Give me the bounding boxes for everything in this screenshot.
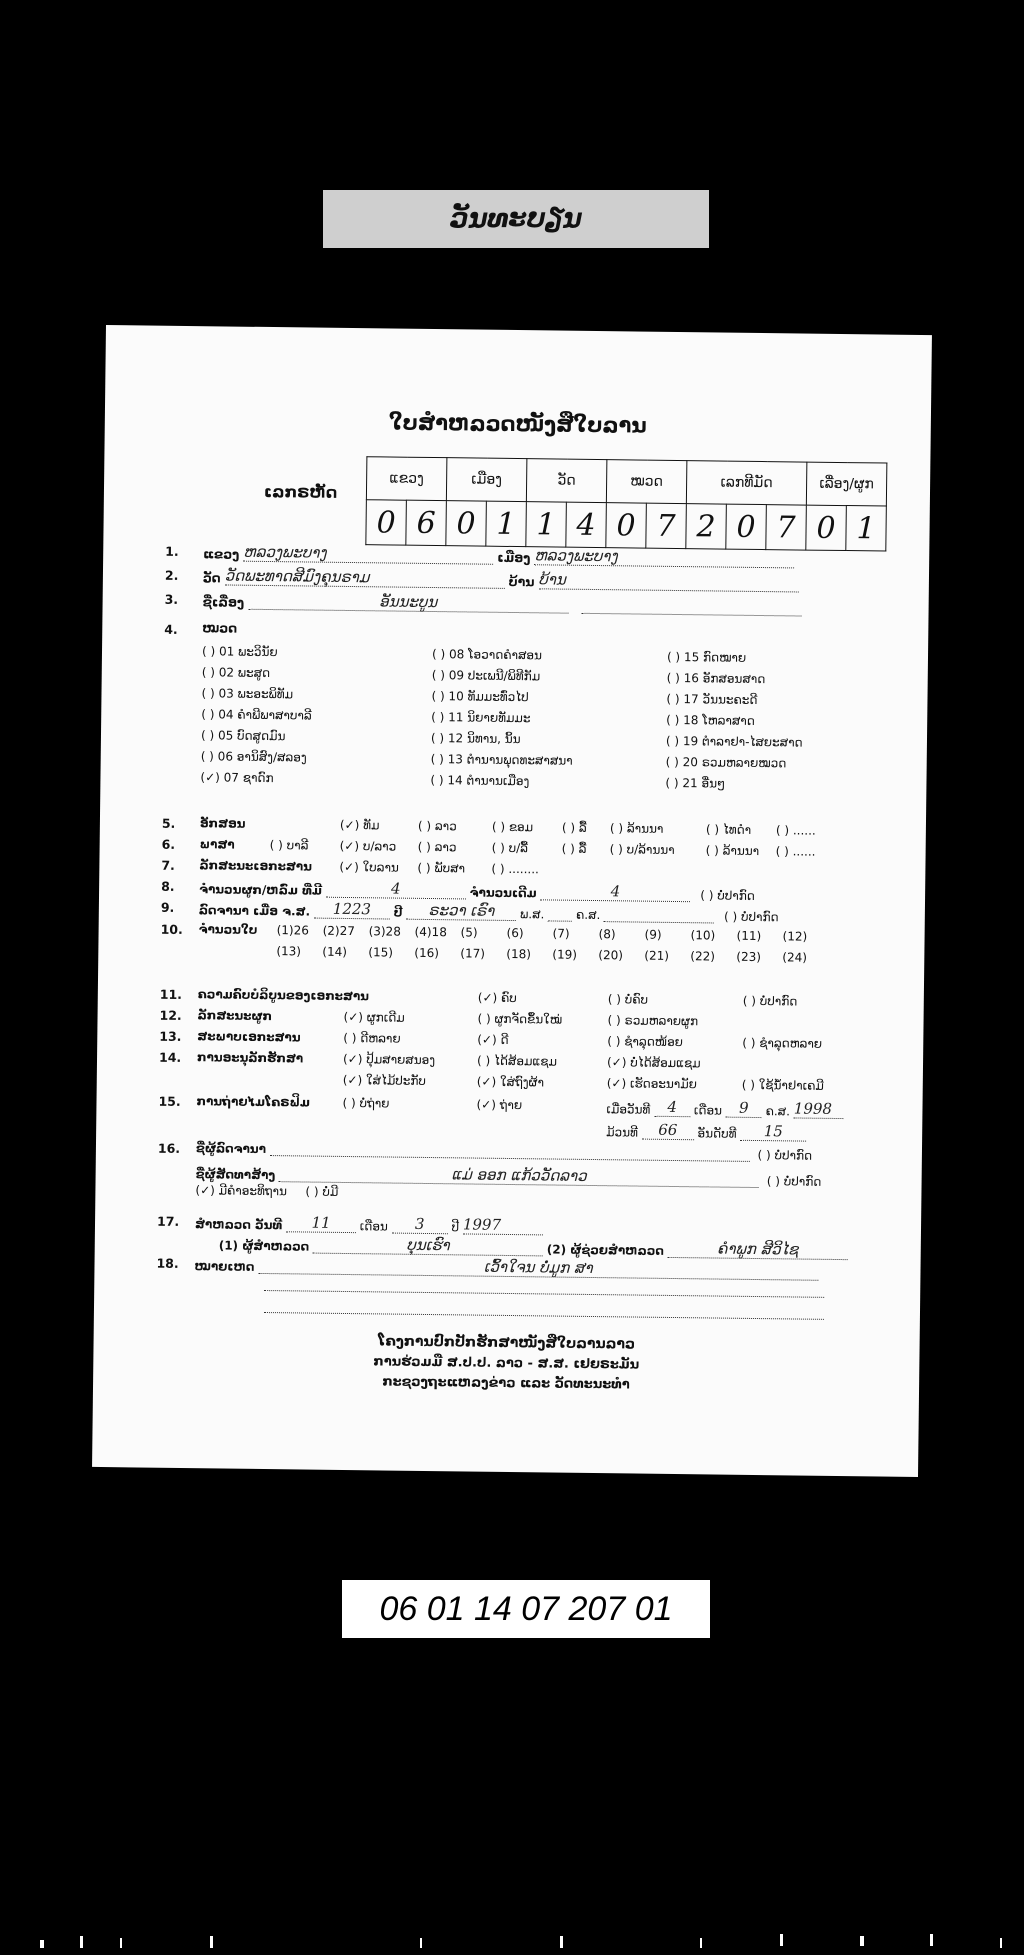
survey-date-label: ສຳຫລວດ ວັນທີ xyxy=(194,1217,283,1233)
doc-type-label: ລັກສະນະເອກະສານ xyxy=(199,858,313,874)
category-option: ( ) 11 ນິຍາຍທັມມະ xyxy=(431,710,531,726)
code-digit: 1 xyxy=(526,502,567,547)
footer-ministry: ກະຊວງຖະແຫລງຂ່າວ ແລະ ວັດທະນະທຳ xyxy=(382,1374,630,1393)
scan-mark xyxy=(80,1936,83,1948)
leaf-count-cell: (18) xyxy=(506,946,532,962)
script-option: ( ) ໄທດຳ xyxy=(705,822,752,837)
field-1-number: 1. xyxy=(165,543,179,559)
condition-option: ( ) ຊຳລຸດໜ້ອຍ xyxy=(607,1034,684,1050)
row-17-number: 17. xyxy=(156,1213,180,1229)
condition-option: ( ) ຊຳລຸດຫລາຍ xyxy=(742,1035,823,1051)
field-3-number: 3. xyxy=(164,591,179,607)
leaf-count-cell: (23) xyxy=(736,949,762,965)
script-option-checked: (✓) ທັມ xyxy=(339,817,380,833)
code-digit: 6 xyxy=(406,500,447,545)
category-option: ( ) 03 ພະອະພິທັມ xyxy=(201,686,294,702)
leaf-count-cell: (22) xyxy=(690,949,716,964)
category-option: ( ) 02 ພະສູດ xyxy=(201,665,271,681)
category-option: ( ) 19 ຕຳລາຢາ-ໄສຍະສາດ xyxy=(665,733,803,750)
original-count-label: ຈຳນວນເດີມ xyxy=(469,885,537,901)
leaf-count-cell: (16) xyxy=(414,945,440,961)
scan-mark xyxy=(700,1938,702,1948)
field-district-label: ເມືອງ xyxy=(497,549,531,566)
leaf-count-cell: (12) xyxy=(782,929,808,944)
leaf-count-cell: (13) xyxy=(276,944,302,959)
condition-label: ສະພາບເອກະສານ xyxy=(197,1029,301,1045)
field-province-value: ຫລວງພະບາງ xyxy=(243,542,327,562)
language-option: ( ) ...... xyxy=(775,844,816,859)
bundle-count-label: ຈຳນວນຜູກ/ຫລົ່ມ ທີ່ມີ xyxy=(199,882,323,898)
leaf-count-cell: (11) xyxy=(736,928,762,944)
surveyor-value: ບຸນເຮົາ xyxy=(406,1235,450,1255)
footer-cooperation: ການຮ່ວມມື ສ.ປ.ປ. ລາວ - ສ.ສ. ເຢຍຣະມັນ xyxy=(373,1354,640,1373)
code-digit: 0 xyxy=(366,500,407,545)
written-unknown-option: ( ) ບໍ່ປາກົດ xyxy=(723,909,779,925)
preservation-option-checked: (✓) ເຮັດອະນາມັຍ xyxy=(606,1076,698,1092)
bundle-count-value: 4 xyxy=(390,879,401,898)
field-temple-label: ວັດ xyxy=(202,570,221,586)
language-option: ( ) ບາລີ xyxy=(269,838,309,853)
scan-mark xyxy=(780,1934,783,1946)
category-option: ( ) 21 ອື່ນໆ xyxy=(665,775,726,791)
merit-option-checked: (✓) ມີຄຳອະທິຖານ xyxy=(195,1183,288,1199)
leaf-count-cell: (5) xyxy=(460,925,478,940)
leaf-count-cell: (8) xyxy=(598,927,616,942)
row-7-number: 7. xyxy=(161,857,175,873)
script-option: ( ) ລາວ xyxy=(417,818,457,834)
language-option-checked: (✓) ບ/ລາວ xyxy=(339,838,397,854)
form-title: ໃບສຳຫລວດໜັງສືໃບລານ xyxy=(388,410,647,438)
survey-day: 11 xyxy=(311,1213,331,1232)
microfilm-reel-label: ມ້ວນທີ xyxy=(606,1125,639,1140)
code-label: ເລກຣຫັດ xyxy=(263,481,338,502)
survey-form-sheet xyxy=(92,325,932,1477)
author-label: ຊື່ຜູ້ລົດຈານາ xyxy=(195,1141,267,1157)
preservation-option-checked: (✓) ປຸ້ມສາຍສນອງ xyxy=(342,1051,436,1068)
completeness-option: ( ) ບໍ່ປາກົດ xyxy=(742,993,798,1009)
survey-year: 1997 xyxy=(462,1215,502,1234)
language-option: ( ) ລື້ xyxy=(561,841,587,856)
remarks-value: ເວົ້າໃຈນ ບໍ່ມູກ ສາ xyxy=(483,1257,593,1278)
language-option: ( ) ບ/ລ້ານນາ xyxy=(609,842,675,857)
preservation-option-checked: (✓) ໃສ່ໄມ້ປະກັບ xyxy=(342,1072,427,1088)
code-header-bundle: ເລກທີມັດ xyxy=(686,461,807,505)
field-village-value: ບ້ານ xyxy=(538,570,566,589)
field-2-number: 2. xyxy=(164,567,179,583)
microfilm-order: 15 xyxy=(763,1122,784,1141)
author-unknown-option: ( ) ບໍ່ປາກົດ xyxy=(757,1148,813,1163)
category-option: ( ) 05 ບົດສູດມົນ xyxy=(200,728,286,744)
preservation-option-checked: (✓) ບໍ່ໄດ້ສ້ອມແຊມ xyxy=(606,1055,701,1071)
category-option: ( ) 10 ທັມມະທົ່ວໄປ xyxy=(431,689,529,705)
survey-month-label: ເດືອນ xyxy=(359,1219,388,1234)
header-strip: ວັນທະບຽນ xyxy=(323,190,709,248)
bundle-type-option: ( ) ຣວມຫລາຍຜູກ xyxy=(607,1013,699,1029)
leaf-count-cell: (21) xyxy=(644,948,670,963)
field-district-value: ຫລວງພະບາງ xyxy=(534,546,618,566)
merit-option: ( ) ບໍ່ມີ xyxy=(305,1184,339,1199)
original-count-value: 4 xyxy=(610,882,621,901)
remarks-label: ໝາຍເຫດ xyxy=(194,1259,255,1274)
leaf-count-cell: (14) xyxy=(322,944,348,959)
language-option: ( ) ລ້ານນາ xyxy=(705,843,760,859)
doc-type-option: ( ) ພັບສາ xyxy=(417,860,466,876)
language-option: ( ) ບ/ລື້ xyxy=(491,840,529,856)
category-option: ( ) 17 ວັນນະຄະດີ xyxy=(666,691,758,707)
category-option: ( ) 09 ປະເພນີ/ພິທີກັມ xyxy=(431,668,541,684)
field-temple-value: ວັດພະທາດສີມົງຄຸນຣາມ xyxy=(224,566,370,587)
category-option: ( ) 08 ໂອວາດຄຳສອນ xyxy=(431,647,543,663)
scan-mark xyxy=(120,1938,122,1948)
bundle-type-option: ( ) ຜູກຈັດຂຶ້ນໃໝ່ xyxy=(477,1011,563,1027)
code-digit: 0 xyxy=(726,504,767,549)
scan-mark xyxy=(1000,1938,1002,1948)
sponsor-value: ແມ່ ອອກ ແກ້ວວັດລາວ xyxy=(451,1165,587,1185)
scan-mark xyxy=(40,1940,44,1948)
category-option: ( ) 16 ອັກສອນສາດ xyxy=(666,670,766,687)
preservation-option-checked: (✓) ໃສ່ຖົງຜ້າ xyxy=(476,1074,545,1090)
microfilm-option-checked: (✓) ຖ່າຍ xyxy=(476,1097,523,1113)
leaf-count-cell: (7) xyxy=(552,926,570,941)
remarks-line xyxy=(264,1312,824,1320)
script-option: ( ) ລ້ານນາ xyxy=(609,821,664,836)
written-ce-label: ຄ.ສ. xyxy=(575,907,601,923)
microfilm-day: 4 xyxy=(667,1097,678,1117)
leaf-count-cell: (4)18 xyxy=(414,924,447,940)
code-digit: 1 xyxy=(486,501,527,546)
leaf-count-cell: (3)28 xyxy=(368,924,401,939)
code-digit: 4 xyxy=(566,502,607,547)
category-option: ( ) 15 ກົດໝາຍ xyxy=(666,649,747,665)
row-14-number: 14. xyxy=(158,1049,182,1065)
script-option: ( ) ...... xyxy=(775,823,816,838)
field-village-label: ບ້ານ xyxy=(508,573,535,590)
row-18-number: 18. xyxy=(156,1255,179,1271)
script-option: ( ) ລື້ xyxy=(561,820,587,835)
code-digit: 0 xyxy=(446,501,487,546)
language-label: ພາສາ xyxy=(199,837,235,852)
written-year-value: ຣະວາ ເຣົາ xyxy=(428,900,495,920)
scan-mark xyxy=(210,1936,213,1948)
script-label: ອັກສອນ xyxy=(199,816,246,831)
code-header-story: ເລື່ອງ/ຜູກ xyxy=(806,462,887,506)
category-label: ໝວດ xyxy=(202,620,238,636)
written-be-label: ພ.ສ. xyxy=(520,907,545,922)
field-4-number: 4. xyxy=(164,621,178,637)
row-12-number: 12. xyxy=(159,1007,182,1023)
category-option: ( ) 04 ຄຳພີພາສາບາລີ xyxy=(201,707,312,723)
condition-option: ( ) ດີຫລາຍ xyxy=(343,1030,401,1046)
survey-year-label: ປີ xyxy=(451,1220,460,1235)
code-digit: 0 xyxy=(806,505,847,550)
scan-mark xyxy=(860,1936,864,1946)
completeness-option-checked: (✓) ຄົບ xyxy=(477,990,517,1006)
row-13-number: 13. xyxy=(159,1028,182,1044)
category-option: ( ) 18 ໂຫລາສາດ xyxy=(666,712,755,728)
microfilm-label: ການຖ່າຍໄມໂຄຣຟິມ xyxy=(196,1094,311,1110)
leaf-count-cell: (15) xyxy=(368,945,394,960)
bundle-type-label: ລັກສະນະຜູກ xyxy=(197,1008,273,1024)
surveyor-label: (1) ຜູ້ສຳຫລວດ xyxy=(218,1238,310,1254)
row-15-number: 15. xyxy=(158,1093,181,1109)
leaf-count-cell: (20) xyxy=(598,948,624,963)
code-digit: 1 xyxy=(846,506,887,551)
category-option-checked: (✓) 07 ຊາດົກ xyxy=(200,770,274,786)
code-table xyxy=(365,456,887,551)
leaf-count-cell: (24) xyxy=(782,950,808,965)
assistant-label: (2) ຜູ້ຊ່ວຍສຳຫລວດ xyxy=(546,1242,664,1258)
category-option: ( ) 01 ພະວິນັຍ xyxy=(201,644,278,660)
code-header-category: ໝວດ xyxy=(606,460,687,504)
row-8-number: 8. xyxy=(161,878,175,894)
script-option: ( ) ຂອມ xyxy=(491,819,534,835)
scan-mark xyxy=(560,1936,563,1948)
sponsor-label: ຊື່ຜູ້ສັດທາສ້າງ xyxy=(195,1167,276,1183)
doc-type-option-checked: (✓) ໃບລານ xyxy=(339,859,399,875)
row-5-number: 5. xyxy=(161,815,176,831)
condition-option-checked: (✓) ດີ xyxy=(477,1032,509,1047)
leaf-count-cell: (10) xyxy=(690,928,716,943)
bottom-code-label: 06 01 14 07 207 01 xyxy=(342,1580,710,1638)
written-date-cs-value: 1223 xyxy=(332,899,372,919)
category-option: ( ) 14 ຕຳນານເມືອງ xyxy=(430,772,530,789)
row-10-number: 10. xyxy=(160,921,183,937)
row-9-number: 9. xyxy=(160,899,175,915)
field-title-label: ຊື່ເລື່ອງ xyxy=(202,594,245,610)
code-header-province: ແຂວງ xyxy=(366,457,447,501)
code-digit: 2 xyxy=(686,504,727,549)
scan-mark xyxy=(420,1938,422,1948)
remarks-line xyxy=(264,1290,824,1298)
category-option: ( ) 13 ຕຳນານພຸດທະສາສນາ xyxy=(430,752,573,768)
row-11-number: 11. xyxy=(159,986,183,1002)
footer-project: ໂຄງການປົກປັກຮັກສາໜັງສືໃບລານລາວ xyxy=(378,1333,636,1353)
category-option: ( ) 20 ຣວມຫລາຍໝວດ xyxy=(665,754,787,771)
microfilm-year: 1998 xyxy=(793,1099,833,1118)
microfilm-month-label: ເດືອນ xyxy=(693,1103,723,1118)
preservation-label: ການອະນຸລັກຮັກສາ xyxy=(196,1050,304,1066)
preservation-option: ( ) ໃຊ້ນ້ຳຢາເຄມີ xyxy=(741,1077,824,1093)
microfilm-option: ( ) ບໍ່ຖ່າຍ xyxy=(342,1095,390,1111)
leaf-count-cell: (17) xyxy=(460,946,486,961)
written-year-label: ປີ xyxy=(393,905,403,920)
leaf-count-cell: (1)26 xyxy=(276,923,309,938)
leaf-count-cell: (19) xyxy=(552,947,578,962)
row-6-number: 6. xyxy=(161,836,176,852)
row-16-number: 16. xyxy=(157,1140,181,1156)
completeness-label: ຄວາມຄົບບໍລິບູນຂອງເອກະສານ xyxy=(197,987,370,1004)
written-date-label: ລົດຈານາ ເມື່ອ ຈ.ສ. xyxy=(198,903,311,919)
sponsor-unknown-option: ( ) ບໍ່ປາກົດ xyxy=(766,1174,822,1189)
completeness-option: ( ) ບໍ່ຄົບ xyxy=(607,992,649,1007)
leaf-count-label: ຈຳນວນໃບ xyxy=(198,922,258,937)
microfilm-order-label: ອັນດັບທີ xyxy=(697,1126,737,1141)
leaf-count-cell: (9) xyxy=(644,927,662,942)
preservation-option: ( ) ໄດ້ສ້ອມແຊມ xyxy=(476,1053,558,1069)
code-digit: 7 xyxy=(646,503,687,548)
doc-type-option: ( ) ........ xyxy=(491,861,539,877)
code-header-temple: ວັດ xyxy=(526,459,607,503)
leaf-count-cell: (6) xyxy=(506,925,524,941)
survey-month: 3 xyxy=(414,1214,425,1233)
microfilm-date-label: ເມື່ອວັນທີ xyxy=(606,1102,651,1117)
language-option: ( ) ລາວ xyxy=(417,839,457,855)
scan-mark xyxy=(930,1934,933,1946)
microfilm-reel: 66 xyxy=(658,1120,678,1140)
code-digit: 0 xyxy=(606,503,647,548)
field-title-value: ອັນນະບູນ xyxy=(379,592,438,612)
bundle-unknown-option: ( ) ບໍ່ປາກົດ xyxy=(700,888,755,903)
field-province-label: ແຂວງ xyxy=(203,546,240,562)
bundle-type-option-checked: (✓) ຜູກເດີມ xyxy=(343,1009,405,1025)
code-header-district: ເມືອງ xyxy=(446,458,527,502)
microfilm-month: 9 xyxy=(738,1098,749,1117)
code-digit: 7 xyxy=(766,505,807,550)
leaf-count-cell: (2)27 xyxy=(322,923,355,939)
category-option: ( ) 06 ອານິສົງ/ສລອງ xyxy=(200,749,307,765)
assistant-value: ຄຳພູກ ສີວິໄຊ xyxy=(716,1239,799,1259)
microfilm-year-label: ຄ.ສ. xyxy=(765,1104,791,1119)
category-option: ( ) 12 ນິທານ, ນິ້ນ xyxy=(430,731,521,747)
